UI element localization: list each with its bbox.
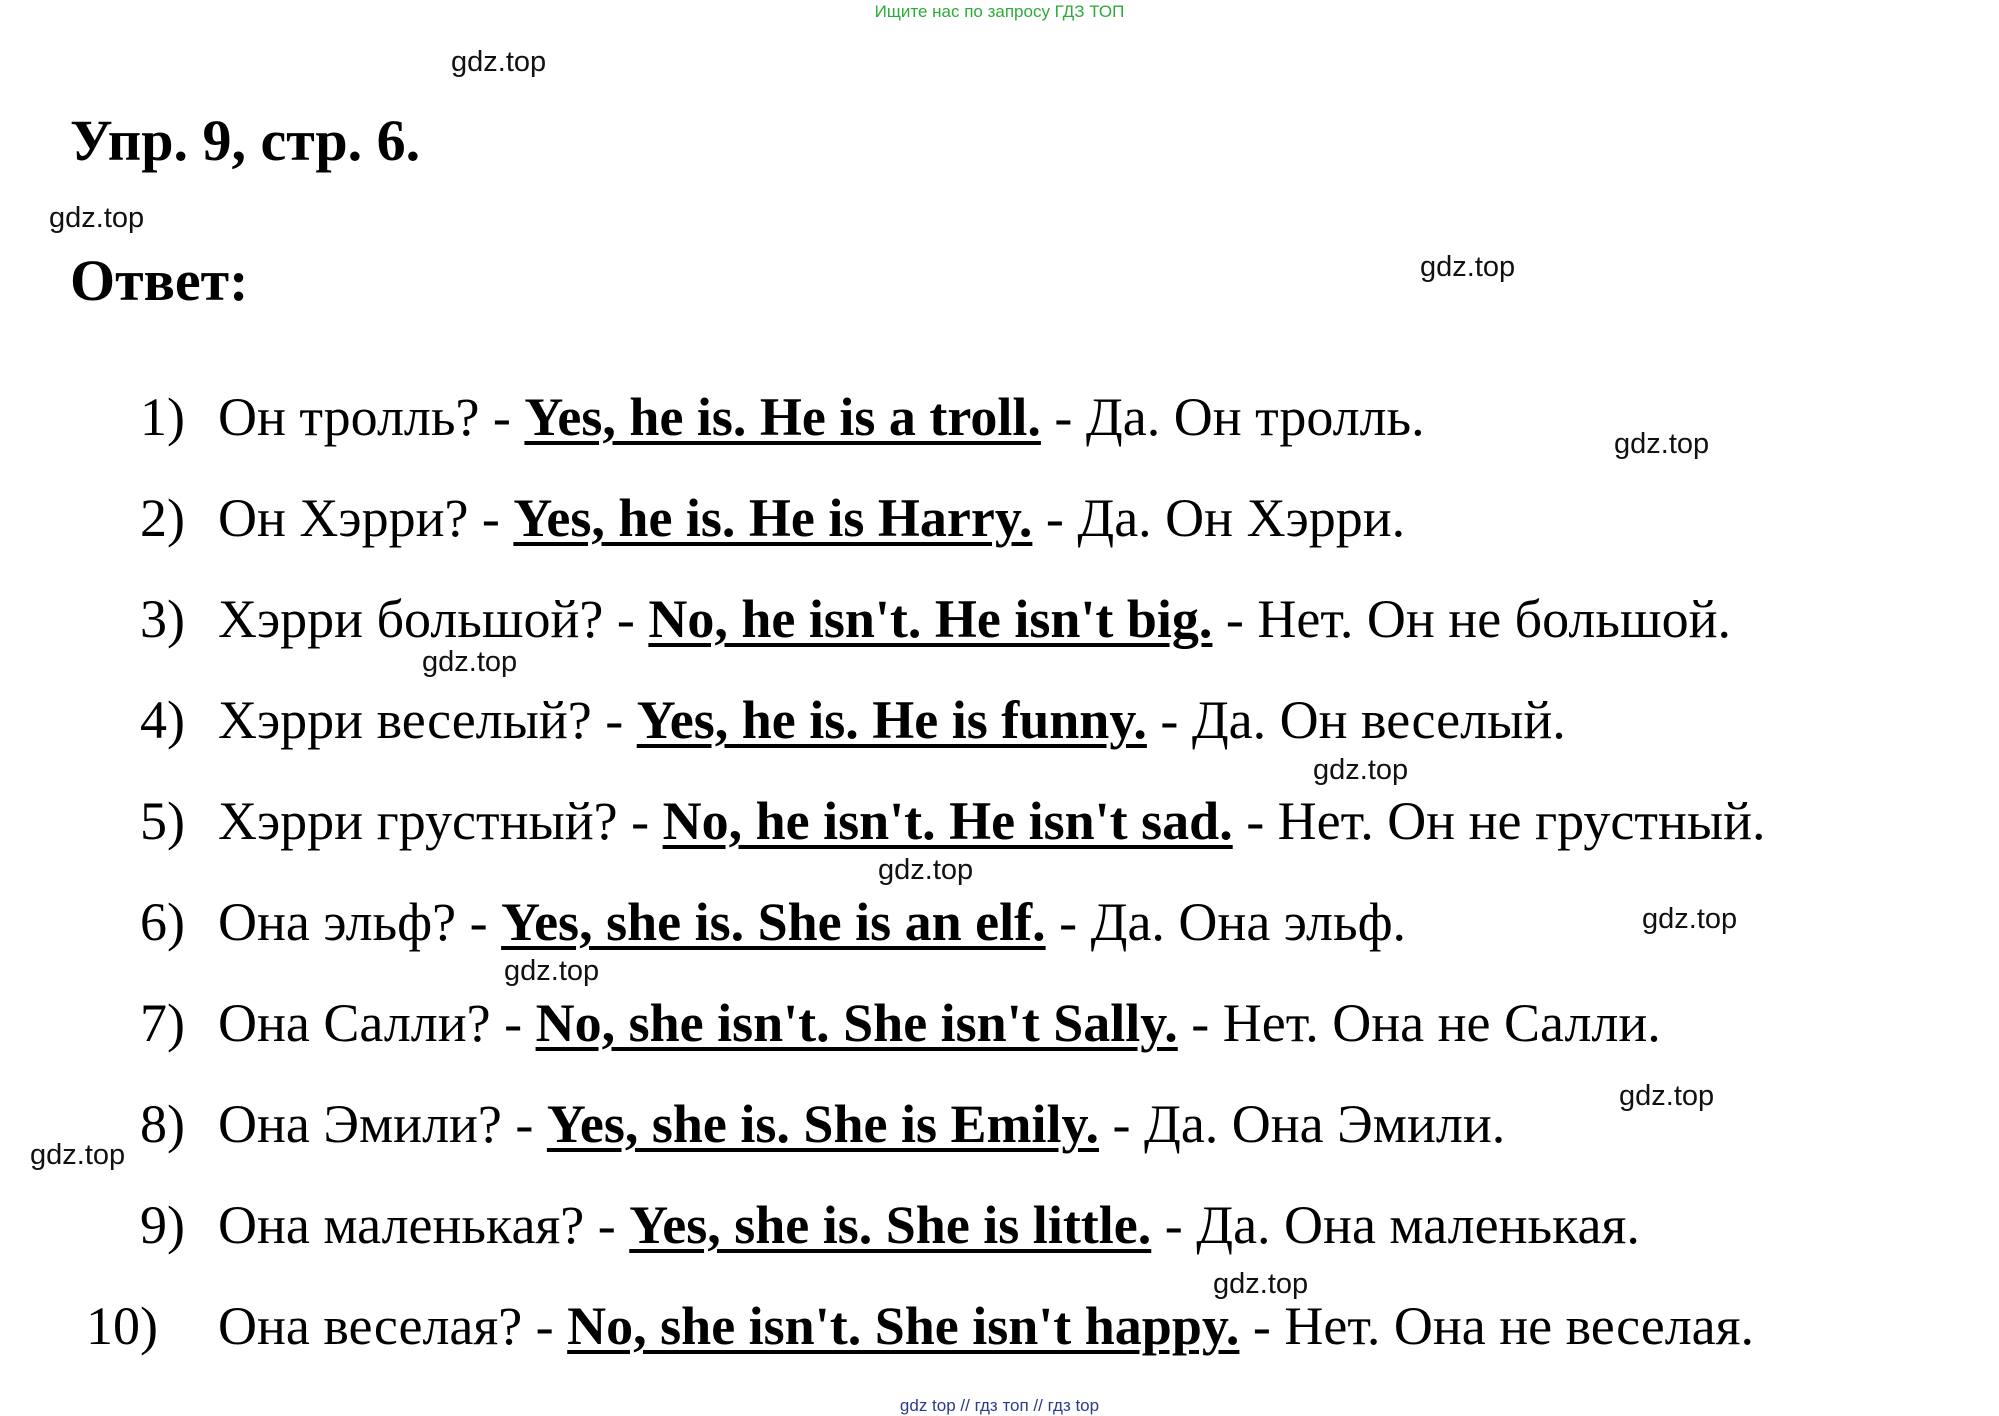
- footer-links: gdz top // гдз топ // гдз top: [899, 1396, 1100, 1415]
- watermark: gdz.top: [1642, 903, 1738, 935]
- item-number: 1): [140, 387, 185, 447]
- answer-text: Yes, he is. He is a troll.: [524, 387, 1041, 447]
- translation-text: - Да. Она маленькая.: [1151, 1195, 1640, 1255]
- translation-text: - Да. Она Эмили.: [1099, 1094, 1506, 1154]
- item-number: 8): [140, 1094, 185, 1154]
- translation-text: - Да. Она эльф.: [1045, 892, 1407, 952]
- translation-text: - Нет. Она не Салли.: [1177, 993, 1661, 1053]
- item-number: 3): [140, 589, 185, 649]
- item-number: 5): [140, 791, 185, 851]
- question-text: Он тролль? -: [218, 387, 525, 447]
- translation-text: - Нет. Он не грустный.: [1232, 791, 1766, 851]
- watermark: gdz.top: [1213, 1268, 1309, 1300]
- question-text: Она Салли? -: [218, 993, 536, 1053]
- watermark: gdz.top: [451, 46, 547, 78]
- item-number: 10): [86, 1296, 158, 1356]
- item-number: 9): [140, 1195, 185, 1255]
- question-text: Хэрри большой? -: [218, 589, 649, 649]
- question-text: Хэрри грустный? -: [218, 791, 663, 851]
- watermark: gdz.top: [1619, 1080, 1715, 1112]
- translation-text: - Да. Он веселый.: [1146, 690, 1566, 750]
- answer-label: Ответ:: [70, 248, 249, 313]
- question-text: Она маленькая? -: [218, 1195, 630, 1255]
- answer-text: No, she isn't. She isn't happy.: [567, 1296, 1240, 1356]
- item-number: 4): [140, 690, 185, 750]
- watermark: gdz.top: [1313, 754, 1409, 786]
- search-banner: Ищите нас по запросу ГДЗ ТОП: [874, 2, 1125, 21]
- answer-text: Yes, she is. She is an elf.: [501, 892, 1046, 952]
- item-number: 6): [140, 892, 185, 952]
- answer-text: Yes, he is. He is Harry.: [513, 488, 1033, 548]
- item-number: 7): [140, 993, 185, 1053]
- watermark: gdz.top: [1420, 251, 1516, 283]
- answer-text: Yes, he is. He is funny.: [636, 690, 1147, 750]
- watermark: gdz.top: [30, 1139, 126, 1171]
- answer-text: No, she isn't. She isn't Sally.: [535, 993, 1178, 1053]
- question-text: Хэрри веселый? -: [218, 690, 637, 750]
- answer-text: Yes, she is. She is Emily.: [546, 1094, 1099, 1154]
- translation-text: - Да. Он Хэрри.: [1032, 488, 1406, 548]
- translation-text: - Нет. Он не большой.: [1212, 589, 1731, 649]
- item-number: 2): [140, 488, 185, 548]
- watermark: gdz.top: [49, 202, 145, 234]
- question-text: Она веселая? -: [218, 1296, 568, 1356]
- answer-text: Yes, she is. She is little.: [629, 1195, 1152, 1255]
- answer-text: No, he isn't. He isn't sad.: [662, 791, 1233, 851]
- watermark: gdz.top: [878, 854, 974, 886]
- answer-text: No, he isn't. He isn't big.: [648, 589, 1213, 649]
- watermark: gdz.top: [422, 646, 518, 678]
- exercise-title: Упр. 9, стр. 6.: [70, 108, 421, 173]
- translation-text: - Нет. Она не веселая.: [1239, 1296, 1754, 1356]
- translation-text: - Да. Он тролль.: [1040, 387, 1425, 447]
- watermark: gdz.top: [504, 955, 600, 987]
- question-text: Она эльф? -: [218, 892, 502, 952]
- question-text: Она Эмили? -: [218, 1094, 547, 1154]
- watermark: gdz.top: [1614, 428, 1710, 460]
- question-text: Он Хэрри? -: [218, 488, 514, 548]
